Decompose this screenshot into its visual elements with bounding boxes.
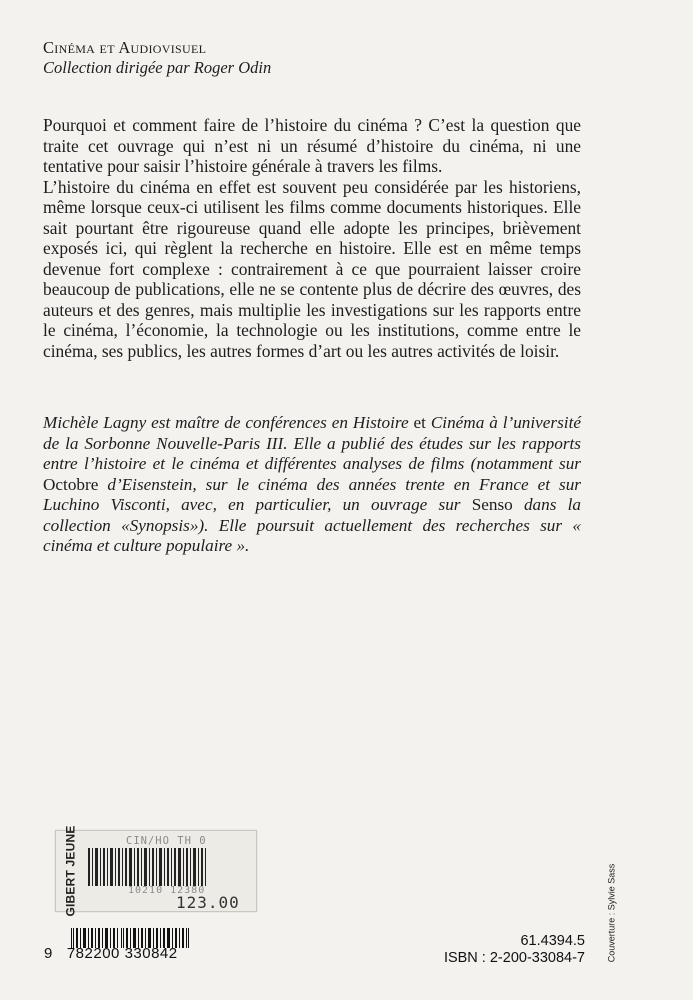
- bio-text: et: [413, 413, 426, 432]
- classification-code: 61.4394.5: [520, 933, 585, 949]
- ean-first-digit: 9: [44, 945, 53, 962]
- cover-credit-text: Couverture : Sylvie Sass: [606, 863, 617, 963]
- film-title: Senso: [471, 495, 513, 514]
- series-title: Cinéma et Audiovisuel: [43, 38, 207, 57]
- bio-text: Michèle Lagny est maître de conférences en Histoire: [43, 413, 414, 432]
- ean-digits: [44, 945, 178, 962]
- film-title: Octobre: [43, 474, 99, 494]
- isbn: ISBN : 2-200-33084-7: [443, 950, 585, 966]
- ean-number: 782200 330842: [66, 945, 178, 962]
- bio-text: dans la collection «Synopsis»). Elle poursuit actuellement des recherches sur « cinéma et culture populaire ».: [43, 495, 582, 555]
- author-bio: [43, 413, 581, 557]
- sticker-code: 10210 12380: [128, 885, 206, 896]
- sticker-barcode: [88, 848, 208, 886]
- bio-text: Cinéma à l’université de la Sorbonne Nouvelle-Paris III. Elle a publié des études sur les rapports entre l’histoire et le cinéma et différentes analyses de films (notamment sur: [43, 413, 581, 473]
- cover-credit: [605, 848, 617, 978]
- bio-text: d’Eisenstein, sur le cinéma des années trente en France et sur Luchino Visconti, avec, en particulier, un ouvrage sur: [43, 474, 581, 514]
- book-codes: [444, 933, 585, 967]
- summary-paragraph: Pourquoi et comment faire de l’histoire du cinéma ? C’est la question que traite cet ouvrage qui n’est ni un résumé d’histoire du cinéma, ni une tentative pour saisir l’histoire générale à travers les films.: [43, 115, 581, 176]
- summary-text: [43, 115, 581, 361]
- price-sticker: [55, 825, 257, 917]
- summary-paragraph: L’histoire du cinéma en effet est souvent peu considérée par les historiens, même lorsque ceux-ci utilisent les films comme documents historiques. Elle sait pourtant être rigoureuse quand elle adopte les principes, brièvement exposés ici, qui règlent la recherche en histoire. Elle est en même temps devenue fort complexe : contrairement à ce que pourraient laisser croire beaucoup de publications, elle ne se contente plus de décrire des œuvres, des auteurs et des genres, mais multiplie les investigations sur les rapports entre le cinéma, l’économie, la technologie ou les institutions, comme entre le cinéma, ses publics, les autres formes d’art ou les autres activités de loisir.: [43, 176, 581, 361]
- sticker-brand: [60, 825, 82, 917]
- sticker-ref: CIN/HO TH 0: [126, 835, 207, 847]
- sticker-price: 123.00: [176, 893, 240, 912]
- sticker-brand-text: GIBERT JEUNE: [64, 825, 78, 917]
- collection-director: Collection dirigée par Roger Odin: [43, 58, 272, 77]
